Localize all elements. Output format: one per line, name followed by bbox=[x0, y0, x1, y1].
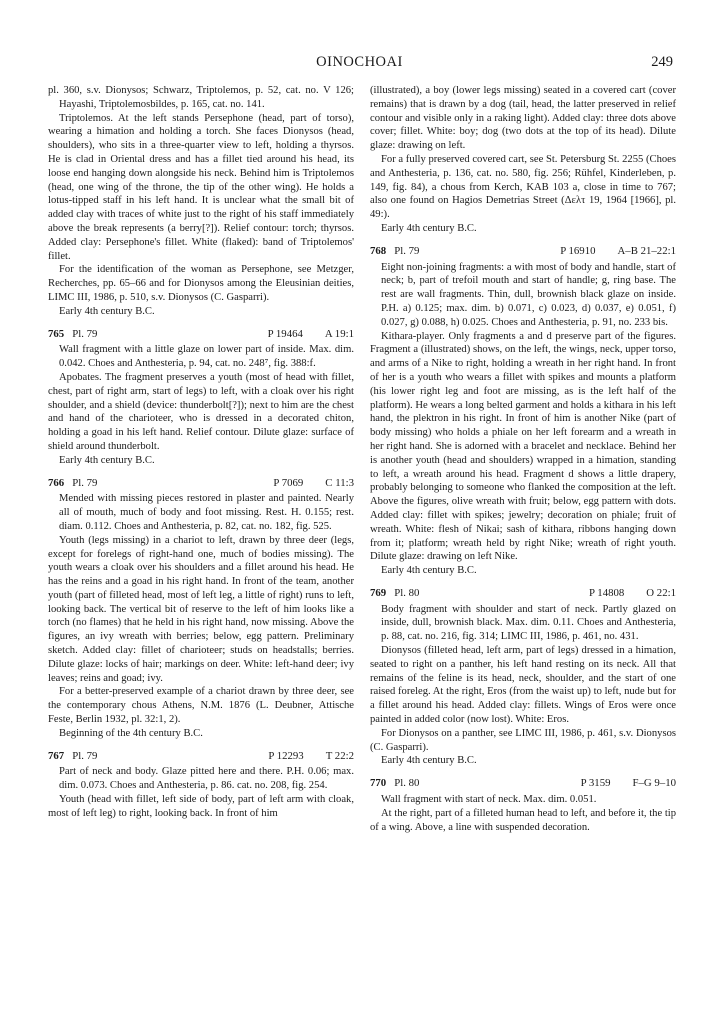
description-paragraph: Youth (legs missing) in a chariot to left, drawn by three deer (legs, except for forelegs of right-hand one, much of bodies missing). The youth wears a cloak over his shoulders and a fillet around his head. He has the reins and a goad in his right hand. In front of the team, another youth (part of filleted head, most of left leg, a little of right) runs to left, looking back. The vertical bit of reserve to the left of him looks like a torch (no flames) that he held in his right hand, now missing. Above the figures, an ivy wreath with berries; below, egg pattern. Preliminary sketch. Added clay: fillet of charioteer; studs on headstalls; berries. Dilute glaze: locks of hair; markings on deer. White: left-hand deer; ivy leaves; reins and goad; ivy. bbox=[48, 534, 354, 684]
plate-ref: Pl. 79 bbox=[72, 476, 98, 489]
plate-ref: Pl. 80 bbox=[394, 777, 420, 790]
running-header-title: OINOCHOAI bbox=[316, 54, 403, 70]
plate-ref: Pl. 79 bbox=[72, 749, 98, 762]
plate-ref: Pl. 79 bbox=[72, 327, 98, 340]
description-continued: (illustrated), a boy (lower legs missing) seated in a covered cart (cover remains) that is drawn by a dog (tail, head, the latter preserved in relief contour and visible only in a raking light). Added clay: three dots above cover; fillet. White: boy; dog (two dots at the top of its head). Dilute glaze: drawing on left. bbox=[370, 85, 676, 152]
continued-bibliography: pl. 360, s.v. Dionysos; Schwarz, Triptolemos, p. 52, cat. no. V 126; Hayashi, Triptolemosbildes, p. 165, cat. no. 141. bbox=[48, 85, 354, 110]
description-paragraph: Youth (head with fillet, left side of body, part of left arm with cloak, most of left leg) to right, looking back. In front of him bbox=[48, 794, 354, 819]
physical-description: Part of neck and body. Glaze pitted here and there. P.H. 0.06; max. dim. 0.073. Choes and Anthesteria, p. 86. cat. no. 208, fig. 254. bbox=[59, 766, 354, 792]
physical-description: Wall fragment with a little glaze on lower part of inside. Max. dim. 0.042. Choes and Anthesteria, p. 94, cat. no. 248⁷, fig. 388:f. bbox=[59, 344, 354, 370]
date-line: Early 4th century B.C. bbox=[381, 222, 477, 234]
date-line: Early 4th century B.C. bbox=[381, 755, 477, 767]
date-line: Early 4th century B.C. bbox=[381, 565, 477, 577]
catalog-entry-body bbox=[370, 261, 676, 330]
left-column bbox=[48, 84, 354, 821]
commentary-paragraph: For Dionysos on a panther, see LIMC III, 1986, p. 461, s.v. Dionysos (C. Gasparri). bbox=[370, 727, 676, 753]
catalog-entry-header bbox=[370, 777, 676, 791]
description-paragraph: Kithara-player. Only fragments a and d preserve part of the figures. Fragment a (illustrated) shows, on the left, the wings, neck, upper torso, and arms of a Nike to right, holding a wreath in her right hand. In front of her is a youth who wears a fillet with spikes and mounts a platform (his lower right leg and foot are missing, as is the left half of the platform). He wears a long belted garment and holds a kithara in his left hand, the plektron in his right. In front of him is another Nike (part of body missing) who holds a phiale on her left forearm and a wreath in her right hand. She is adorned with a bracelet and necklace. Behind her is another youth (head and shoulders) wrapped in a himation, standing to left, a wreath around his head. Fragment d shows a little drapery, probably belonging to someone who flanked the composition at the left. Above the figures, olive wreath with fruit; below, egg pattern with dots. Added clay: fillet with spikes; jewelry; decoration on phiale; fruit of wreath. White: flesh of Nikai; sash of kithara, ribbons hanging down from it; platform; wreath held by right Nike; wreath of right youth. Dilute glaze: drawing on left Nike. bbox=[370, 330, 676, 563]
physical-description: Body fragment with shoulder and start of neck. Partly glazed on inside, dull, brownish black. Max. dim. 0.11. Choes and Anthesteria, p. 88, cat. no. 216, fig. 314; LIMC III, 1986, p. 461, no. 431. bbox=[381, 603, 676, 643]
inventory-number: P 12293 bbox=[268, 749, 304, 762]
date-line: Early 4th century B.C. bbox=[59, 454, 155, 466]
commentary-paragraph: For the identification of the woman as Persephone, see Metzger, Recherches, pp. 65–66 and for Dionysos among the Eleusinian deities, LIMC III, 1986, p. 510, s.v. Dionysos (C. Gasparri). bbox=[48, 264, 354, 303]
page-number: 249 bbox=[651, 54, 673, 70]
catalog-entry-body bbox=[370, 603, 676, 644]
right-column bbox=[370, 84, 676, 834]
entry-number: 769 bbox=[370, 586, 387, 599]
inventory-number: P 14808 bbox=[589, 586, 625, 599]
physical-description: Wall fragment with start of neck. Max. dim. 0.051. bbox=[381, 794, 597, 806]
grid-ref: A–B 21–22:1 bbox=[617, 244, 676, 257]
catalog-entry-body bbox=[370, 793, 676, 807]
grid-ref: T 22:2 bbox=[325, 749, 354, 762]
description-paragraph: At the right, part of a filleted human head to left, and before it, the tip of a wing. Above, a line with suspended decoration. bbox=[370, 807, 676, 833]
catalog-entry-body bbox=[48, 765, 354, 793]
description-paragraph: Dionysos (filleted head, left arm, part of legs) dressed in a himation, seated to right on a panther, his left hand resting on its neck. All that remains of the feline is its head, neck, shoulder, and the start of one raised foreleg. At the right, Eros (from the waist up) to left, nude but for a fillet around his head. Added clay: fillets. Wings of Eros were once painted in added color (now lost). White: Eros. bbox=[370, 645, 676, 726]
physical-description: Eight non-joining fragments: a with most of body and handle, start of neck; b, part of trefoil mouth and start of handle; g, ring base. The rest are wall fragments. Thin, dull, brownish black glaze on inside. P.H. a) 0.125; max. dim. b) 0.071, c) 0.023, d) 0.037, e) 0.051, f) 0.027, g) 0.088, h) 0.025. Choes and Anthesteria, p. 91, no. 233 bis. bbox=[381, 261, 676, 328]
inventory-number: P 3159 bbox=[580, 777, 611, 790]
entry-number: 766 bbox=[48, 476, 65, 489]
catalog-entry-header bbox=[370, 587, 676, 601]
catalog-entry-body bbox=[48, 492, 354, 533]
grid-ref: C 11:3 bbox=[325, 476, 354, 489]
catalog-entry-header bbox=[48, 328, 354, 342]
catalog-entry-header bbox=[48, 750, 354, 764]
plate-ref: Pl. 79 bbox=[394, 244, 420, 257]
grid-ref: O 22:1 bbox=[646, 586, 676, 599]
description-paragraph: Triptolemos. At the left stands Persephone (head, part of torso), wearing a himation and holding a torch. She faces Dionysos (head, shoulders), who sits in a three-quarter view to left, holding a thyrsos. He is clad in Oriental dress and has a fillet tied around his head, its loose end hanging down alongside his neck. Behind him is Triptolemos (head, one wing of the throne, the tip of the other wing). He holds a lotus-tipped staff in his left hand. It is unclear what the small bit of added clay with traces of white just to the right of his staff immediately above the break represents (a berry[?]). Relief contour: torch; thyrsos. Added clay: Persephone's fillet. White (flaked): band of Triptolemos' fillet. bbox=[48, 112, 354, 262]
inventory-number: P 19464 bbox=[267, 327, 303, 340]
entry-number: 767 bbox=[48, 749, 65, 762]
commentary-paragraph: For a better-preserved example of a chariot drawn by three deer, see the contemporary chous Athens, N.M. 1876 (L. Deubner, Attische Feste, Berlin 1932, pl. 32:1, 2). bbox=[48, 686, 354, 726]
plate-ref: Pl. 80 bbox=[394, 586, 420, 599]
date-line: Beginning of the 4th century B.C. bbox=[59, 727, 203, 739]
grid-ref: A 19:1 bbox=[324, 327, 354, 340]
entry-number: 768 bbox=[370, 244, 387, 257]
grid-ref: F–G 9–10 bbox=[632, 777, 676, 790]
inventory-number: P 7069 bbox=[273, 476, 304, 489]
description-paragraph: Apobates. The fragment preserves a youth (most of head with fillet, chest, part of right arm, start of legs) to left, with a cloak over his right shoulder, and a shield (device: thunderbolt[?]); next to him are the chest and hand of the charioteer, who is dressed in a decorated chiton, holding a goad in his left hand. Relief contour. Dilute glaze: surface of shield around thunderbolt. bbox=[48, 371, 354, 452]
catalog-entry-header bbox=[370, 245, 676, 259]
catalog-entry-header bbox=[48, 477, 354, 491]
commentary-paragraph: For a fully preserved covered cart, see St. Petersburg St. 2255 (Choes and Anthesteria, p. 136, cat. no. 580, fig. 256; Rühfel, Kinderleben, p. 149, fig. 84), a chous from Kerch, KAB 103 a, close in time to 767; also one found on Hagios Demetrias Street (Δελτ 19, 1964 [1966], pl. 49:). bbox=[370, 153, 676, 221]
entry-number: 770 bbox=[370, 777, 387, 790]
entry-number: 765 bbox=[48, 327, 65, 340]
catalog-entry-body bbox=[48, 343, 354, 371]
inventory-number: P 16910 bbox=[560, 244, 596, 257]
physical-description: Mended with missing pieces restored in plaster and painted. Nearly all of mouth, much of body and foot missing. Rest. H. 0.155; rest. diam. 0.112. Choes and Anthesteria, p. 82, cat. no. 182, fig. 525. bbox=[59, 493, 354, 532]
date-line: Early 4th century B.C. bbox=[59, 305, 155, 317]
